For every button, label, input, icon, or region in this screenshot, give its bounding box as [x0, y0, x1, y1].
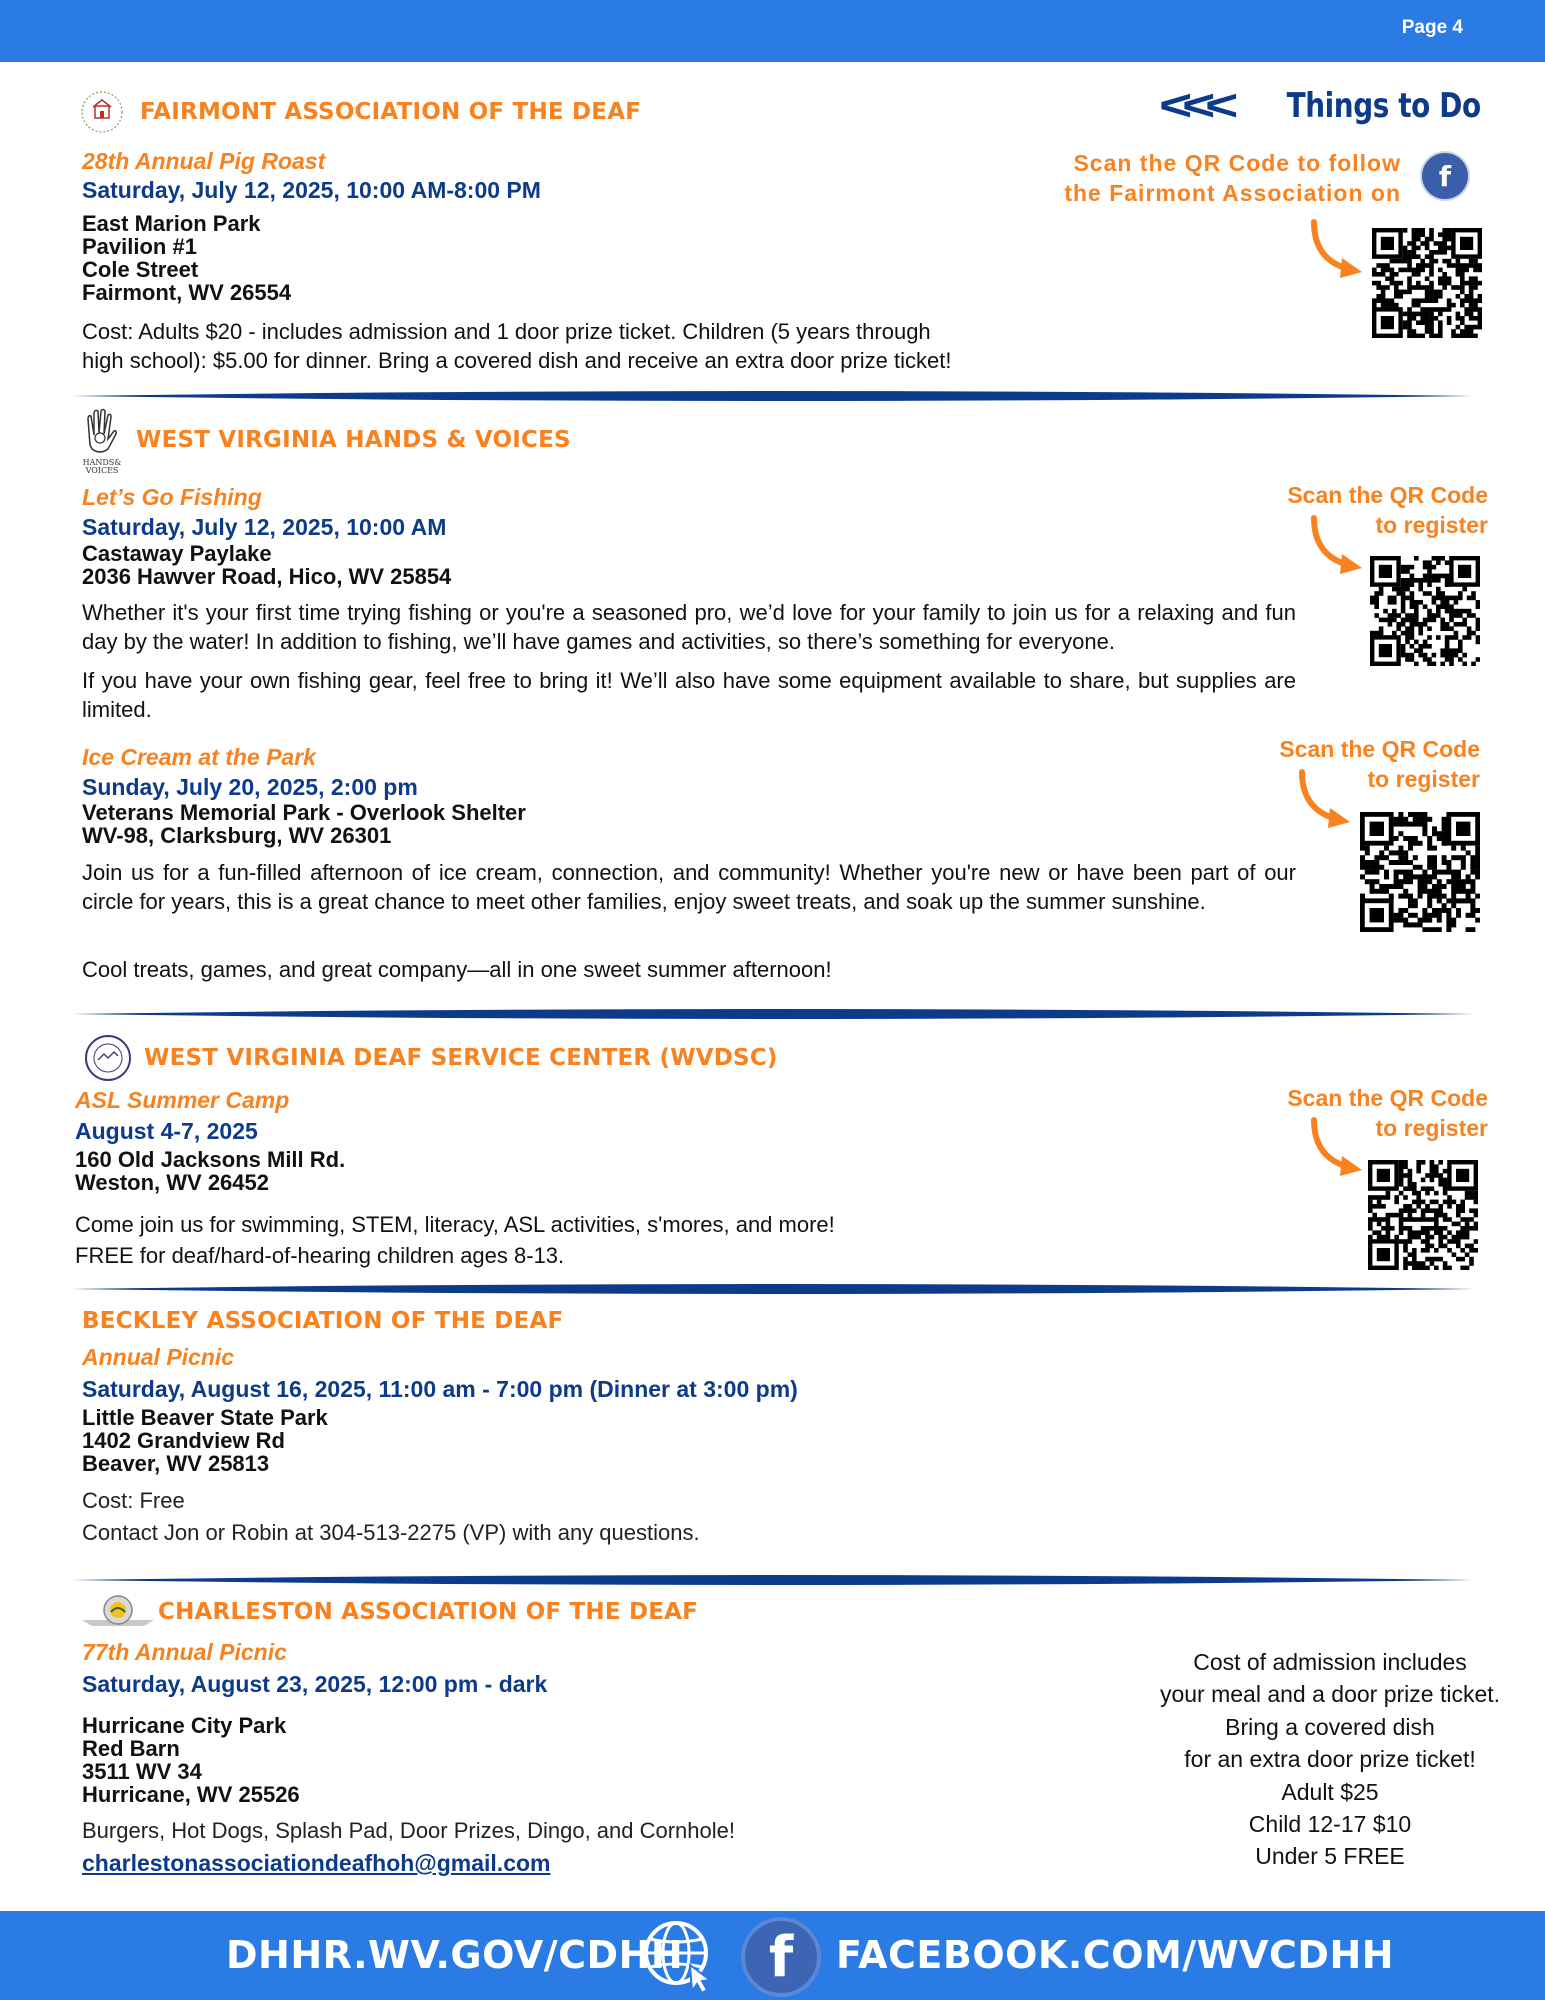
fishing-event-date: Saturday, July 12, 2025, 10:00 AM — [82, 514, 447, 540]
cost-line: Adult $25 — [1281, 1778, 1379, 1805]
address-line: 2036 Hawver Road, Hico, WV 25854 — [82, 564, 452, 589]
curved-arrow-icon — [1306, 1116, 1366, 1178]
wvdsc-address — [75, 1148, 345, 1194]
charleston-event-date: Saturday, August 23, 2025, 12:00 pm - dark — [82, 1671, 548, 1697]
wvdsc-org-title: WEST VIRGINIA DEAF SERVICE CENTER (WVDSC) — [144, 1045, 778, 1071]
description-line: Come join us for swimming, STEM, literacy, ASL activities, s'mores, and more! — [75, 1212, 835, 1237]
wvdsc-seal-icon — [84, 1034, 132, 1082]
address-line: East Marion Park — [82, 211, 261, 236]
section-divider — [72, 1281, 1474, 1297]
qr-label-line: Scan the QR Code — [1279, 736, 1480, 762]
hands-voices-org-title: WEST VIRGINIA HANDS & VOICES — [136, 427, 571, 453]
page-number: Page 4 — [1401, 17, 1463, 38]
wvdsc-description — [75, 1209, 1075, 1271]
cost-line: Cost of admission includes — [1193, 1649, 1467, 1675]
charleston-address — [82, 1714, 300, 1806]
fairmont-header — [80, 90, 641, 134]
address-line: 160 Old Jacksons Mill Rd. — [75, 1147, 346, 1172]
address-line: Castaway Paylake — [82, 541, 272, 566]
qr-code-graphic — [1370, 556, 1480, 666]
address-line: WV-98, Clarksburg, WV 26301 — [82, 823, 392, 848]
hands-voices-header — [80, 404, 571, 476]
cost-line: Cost: Adults $20 - includes admission and 1 door prize ticket. Children (5 years through — [82, 319, 931, 344]
charleston-activities: Burgers, Hot Dogs, Splash Pad, Door Prizes, Dingo, and Cornhole! — [82, 1818, 735, 1843]
globe-icon — [640, 1917, 718, 1995]
address-line: Veterans Memorial Park - Overlook Shelter — [82, 800, 526, 825]
hand-logo-icon — [80, 404, 124, 476]
cost-line: high school): $5.00 for dinner. Bring a covered dish and receive an extra door prize ticket! — [82, 348, 952, 373]
cost-line: for an extra door prize ticket! — [1184, 1746, 1476, 1773]
fairmont-qr-code[interactable] — [1372, 228, 1482, 338]
address-line: Hurricane, WV 25526 — [82, 1782, 300, 1807]
address-line: Beaver, WV 25813 — [82, 1451, 270, 1476]
footer-facebook-link[interactable]: FACEBOOK.COM/WVCDHH — [836, 1933, 1395, 1977]
section-divider — [72, 388, 1474, 404]
things-to-do-heading — [1159, 81, 1481, 130]
curved-arrow-icon — [1306, 218, 1366, 280]
address-line: 1402 Grandview Rd — [82, 1428, 285, 1453]
footer-bar — [0, 1911, 1545, 2000]
qr-label-line: Scan the QR Code to follow — [1073, 150, 1401, 176]
icecream-tagline: Cool treats, games, and great company—all in one sweet summer afternoon! — [82, 957, 832, 982]
wvdsc-event-date: August 4-7, 2025 — [75, 1118, 258, 1144]
fairmont-org-title: FAIRMONT ASSOCIATION OF THE DEAF — [140, 99, 642, 125]
fairmont-event-title: 28th Annual Pig Roast — [82, 148, 326, 174]
wvdsc-event-title: ASL Summer Camp — [75, 1087, 290, 1113]
cost-line: Bring a covered dish — [1225, 1713, 1435, 1740]
fishing-event-title: Let’s Go Fishing — [82, 484, 262, 510]
beckley-details — [82, 1485, 1082, 1549]
facebook-icon[interactable]: f — [1422, 153, 1468, 199]
icecream-qr-code[interactable] — [1360, 812, 1480, 932]
fishing-qr-code[interactable] — [1370, 556, 1480, 666]
beckley-address — [82, 1406, 328, 1475]
footer-website-link[interactable]: DHHR.WV.GOV/CDHH — [226, 1933, 684, 1977]
fairmont-address — [82, 212, 291, 304]
beckley-event-title: Annual Picnic — [82, 1344, 235, 1370]
address-line: Little Beaver State Park — [82, 1405, 328, 1430]
address-line: Pavilion #1 — [82, 234, 197, 259]
fishing-gear-note: If you have your own fishing gear, feel free to bring it! We’ll also have some equipment available to share, but supplies are limited. — [82, 668, 1296, 722]
address-line: Red Barn — [82, 1736, 180, 1761]
charleston-email-link[interactable]: charlestonassociationdeafhoh@gmail.com — [82, 1850, 551, 1876]
cost-line: Child 12-17 $10 — [1248, 1811, 1412, 1838]
icecream-event-date: Sunday, July 20, 2025, 2:00 pm — [82, 774, 418, 800]
icecream-event-title: Ice Cream at the Park — [82, 744, 316, 770]
qr-code-graphic — [1368, 1160, 1478, 1270]
beckley-header — [82, 1308, 563, 1334]
triple-chevron-icon: <<< — [1159, 81, 1229, 130]
charleston-org-title: CHARLESTON ASSOCIATION OF THE DEAF — [158, 1599, 699, 1625]
contact-line: Contact Jon or Robin at 304-513-2275 (VP) with any questions. — [82, 1520, 700, 1545]
charleston-cost-box — [1120, 1646, 1540, 1873]
charleston-header — [80, 1590, 698, 1634]
address-line: Hurricane City Park — [82, 1713, 287, 1738]
curved-arrow-icon — [1306, 514, 1366, 576]
address-line: Weston, WV 26452 — [75, 1170, 269, 1195]
beckley-event-date: Saturday, August 16, 2025, 11:00 am - 7:00 pm (Dinner at 3:00 pm) — [82, 1376, 798, 1402]
section-divider — [72, 1006, 1474, 1022]
qr-label-line: to register — [1375, 512, 1488, 538]
qr-label-line: Scan the QR Code — [1287, 482, 1488, 508]
wvdsc-header — [84, 1034, 778, 1082]
section-divider — [72, 1572, 1474, 1588]
fairmont-cost — [82, 317, 1082, 375]
beckley-org-title: BECKLEY ASSOCIATION OF THE DEAF — [82, 1308, 564, 1334]
facebook-icon[interactable]: f — [741, 1917, 821, 1997]
qr-label-line: Scan the QR Code — [1287, 1085, 1488, 1111]
things-to-do-title: Things to Do — [1286, 86, 1481, 126]
cost-line: Under 5 FREE — [1255, 1843, 1405, 1870]
qr-label-line: the Fairmont Association on — [1064, 180, 1401, 206]
cost-line: Cost: Free — [82, 1488, 185, 1513]
svg-text:HANDS&: HANDS& — [82, 458, 122, 467]
icecream-address — [82, 801, 526, 847]
charleston-logo-icon — [80, 1590, 156, 1634]
fairmont-event-date: Saturday, July 12, 2025, 10:00 AM-8:00 PM — [82, 177, 541, 203]
qr-code-graphic — [1360, 812, 1480, 932]
address-line: Cole Street — [82, 257, 199, 282]
charleston-event-title: 77th Annual Picnic — [82, 1639, 287, 1665]
svg-text:VOICES: VOICES — [85, 466, 119, 475]
qr-label-line: to register — [1375, 1115, 1488, 1141]
address-line: 3511 WV 34 — [82, 1759, 202, 1784]
fairmont-logo-icon — [80, 90, 124, 134]
qr-label-line: to register — [1367, 766, 1480, 792]
fishing-address — [82, 542, 451, 588]
top-bar — [0, 0, 1545, 62]
fairmont-qr-label — [1064, 148, 1401, 208]
cost-line: your meal and a door prize ticket. — [1159, 1681, 1501, 1708]
icecream-description: Join us for a fun-filled afternoon of ice cream, connection, and community! Whether you're new or have been part of our circle for years, this is a great chance to meet other families, enjoy sweet treats, and soak up the summer sunshine. — [82, 860, 1296, 914]
qr-code-graphic — [1372, 228, 1482, 338]
address-line: Fairmont, WV 26554 — [82, 280, 292, 305]
fishing-description: Whether it's your first time trying fishing or you're a seasoned pro, we’d love for your family to join us for a relaxing and fun day by the water! In addition to fishing, we’ll have games and activities, so there’s something for everyone. — [82, 600, 1296, 654]
description-line: FREE for deaf/hard-of-hearing children ages 8-13. — [75, 1243, 565, 1268]
curved-arrow-icon — [1294, 768, 1354, 830]
wvdsc-qr-code[interactable] — [1368, 1160, 1478, 1270]
